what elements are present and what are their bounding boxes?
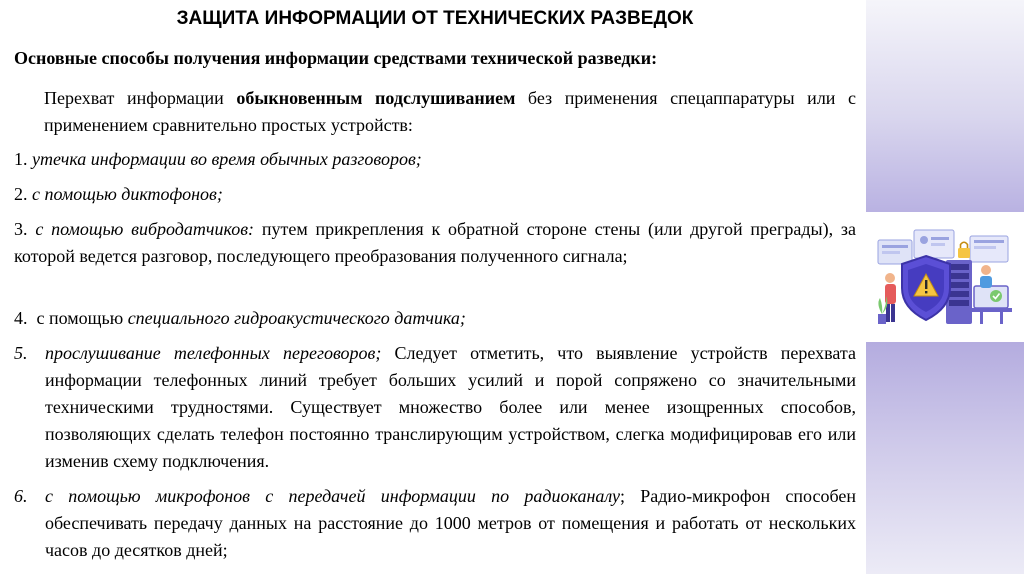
item-italic-text: с помощью вибродатчиков: <box>35 219 255 239</box>
list-item <box>14 483 856 564</box>
item-italic-text: прослушивание телефонных переговоров; <box>45 343 382 363</box>
intro-paragraph <box>14 85 856 139</box>
item-number: 2. <box>14 184 28 204</box>
list-item <box>14 146 856 173</box>
item-text: с помощью <box>36 308 128 328</box>
list-item <box>14 216 856 270</box>
item-number: 3. <box>14 219 28 239</box>
item-text: ; Радио-микрофон способен обеспечивать передачу данных на расстояние до 1000 метров от помещения и работать от нескольких часов до десятков дней; <box>45 486 856 560</box>
right-panel-top <box>866 0 1024 212</box>
intro-text-part1: Перехват информации <box>44 88 237 108</box>
list-item <box>14 340 856 475</box>
security-illustration <box>874 226 1018 334</box>
intro-text-part2: без применения спецаппаратуры или с применением сравнительно простых устройств: <box>44 88 856 135</box>
slide-subtitle: Основные способы получения информации средствами технической разведки: <box>14 48 658 68</box>
item-number: 5. <box>14 343 28 363</box>
slide-title: ЗАЩИТА ИНФОРМАЦИИ ОТ ТЕХНИЧЕСКИХ РАЗВЕДОК <box>176 8 694 29</box>
item-text: путем прикрепления к обратной стороне стены (или другой преграды), за которой ведется разговор, последующего преобразования полученного сигнала; <box>14 219 857 266</box>
intro-bold-text: обыкновенным подслушиванием <box>236 88 516 108</box>
list-item <box>14 181 856 208</box>
item-text: Следует отметить, что выявление устройств перехвата информации телефонных линий требует больших усилий и порой сопряжено со значительными техническими трудностями. Существует множество более или менее изощренных способов, позволяющих сделать телефон постоянно транслирующим устройством, слегка модифицировав его или изменив схему подключения. <box>45 343 856 471</box>
item-italic-text: с помощью микрофонов с передачей информации по радиоканалу <box>45 486 620 506</box>
item-number: 6. <box>14 486 28 506</box>
list-item <box>14 305 856 332</box>
item-italic-text: специального гидроакустического датчика; <box>127 308 466 328</box>
slide-content <box>14 0 856 574</box>
item-italic-text: утечка информации во время обычных разговоров; <box>32 149 422 169</box>
item-number: 4. <box>14 308 28 328</box>
item-number: 1. <box>14 149 28 169</box>
right-panel-bottom <box>866 342 1024 574</box>
item-italic-text: с помощью диктофонов; <box>32 184 223 204</box>
